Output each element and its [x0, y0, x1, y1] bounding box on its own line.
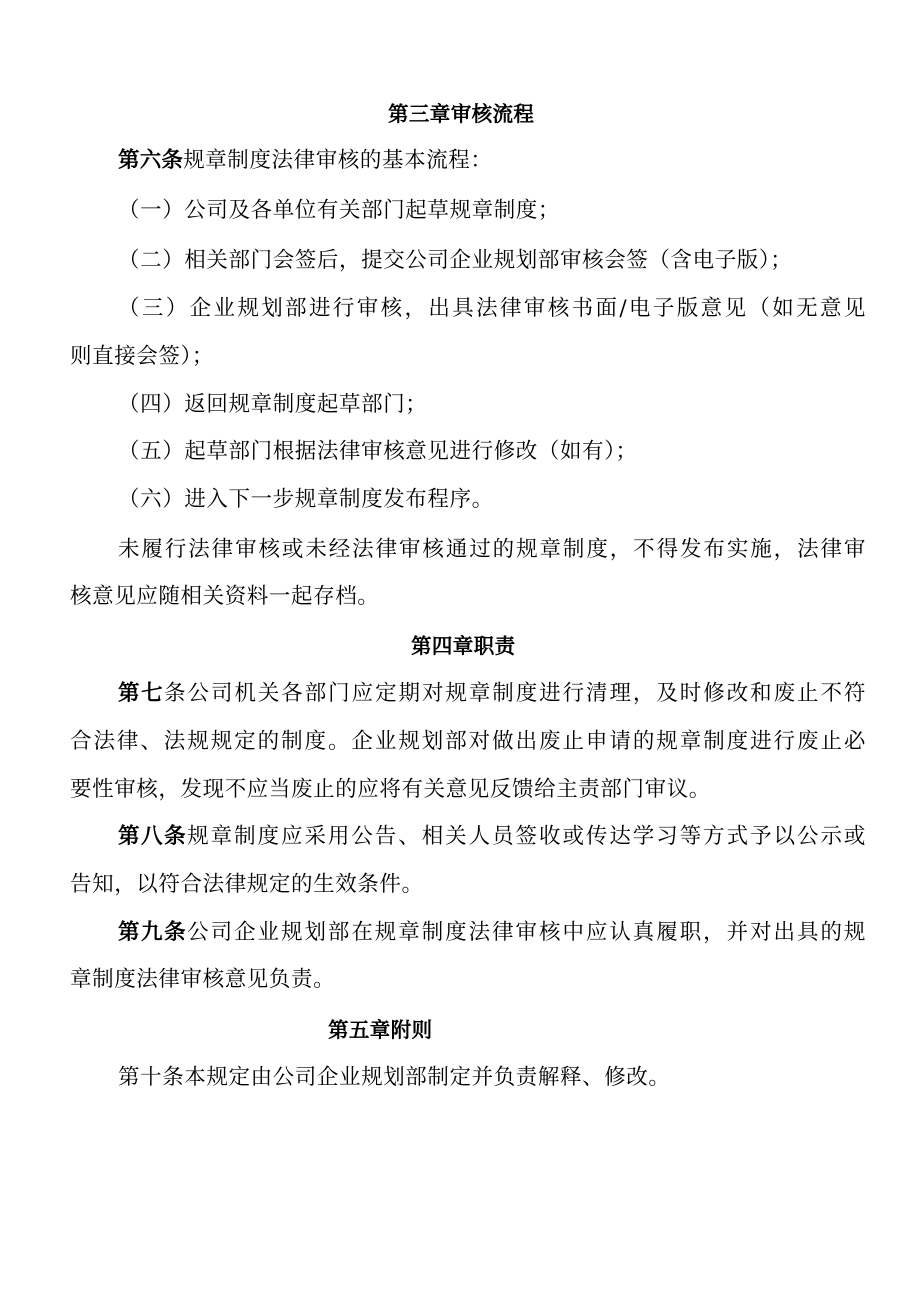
article-7-line-2: 合法律、法规规定的制度。企业规划部对做出废止申请的规章制度进行废止必 [70, 729, 866, 754]
step-3-line-1: （三）企业规划部进行审核，出具法律审核书面/电子版意见（如无意见 [118, 296, 866, 321]
article-8-text-1: 规章制度应采用公告、相关人员签收或传达学习等方式予以公示或 [187, 824, 866, 849]
article-8-line-1 [118, 822, 866, 852]
step-6: （六）进入下一步规章制度发布程序。 [118, 487, 494, 512]
article-7-line-1 [118, 679, 866, 709]
article-6-text: 规章制度法律审核的基本流程： [183, 148, 493, 173]
step-2: （二）相关部门会签后，提交公司企业规划部审核会签（含电子版）； [118, 248, 793, 273]
step-4: （四）返回规章制度起草部门； [118, 392, 428, 417]
step-3-line-2: 则直接会签）； [70, 344, 214, 369]
article-10: 第十条本规定由公司企业规划部制定并负责解释、修改。 [118, 1065, 671, 1090]
article-9-lead: 第九条 [118, 920, 188, 945]
article-9-line-1 [118, 918, 866, 948]
chapter-3-title: 第三章审核流程 [388, 102, 535, 126]
step-5: （五）起草部门根据法律审核意见进行修改（如有）； [118, 439, 638, 464]
chapter-5-title: 第五章附则 [328, 1018, 433, 1042]
approval-note-line-2: 核意见应随相关资料一起存档。 [70, 584, 380, 609]
article-8-lead: 第八条 [118, 824, 188, 849]
article-7-line-3: 要性审核，发现不应当废止的应将有关意见反馈给主责部门审议。 [70, 777, 711, 802]
step-1: （一）公司及各单位有关部门起草规章制度； [118, 198, 561, 223]
article-7-text-1: 条公司机关各部门应定期对规章制度进行清理，及时修改和废止不符 [164, 681, 866, 706]
article-9-text-1: 公司企业规划部在规章制度法律审核中应认真履职，并对出具的规 [187, 920, 866, 945]
document-page [70, 0, 866, 1301]
approval-note-line-1: 未履行法律审核或未经法律审核通过的规章制度，不得发布实施，法律审 [118, 537, 866, 562]
article-7-lead: 第七 [118, 681, 165, 706]
article-6 [118, 146, 866, 176]
chapter-4-title: 第四章职责 [411, 634, 516, 658]
article-6-lead: 第六条 [118, 148, 184, 173]
article-9-line-2: 章制度法律审核意见负责。 [70, 967, 336, 992]
article-8-line-2: 告知，以符合法律规定的生效条件。 [70, 872, 424, 897]
